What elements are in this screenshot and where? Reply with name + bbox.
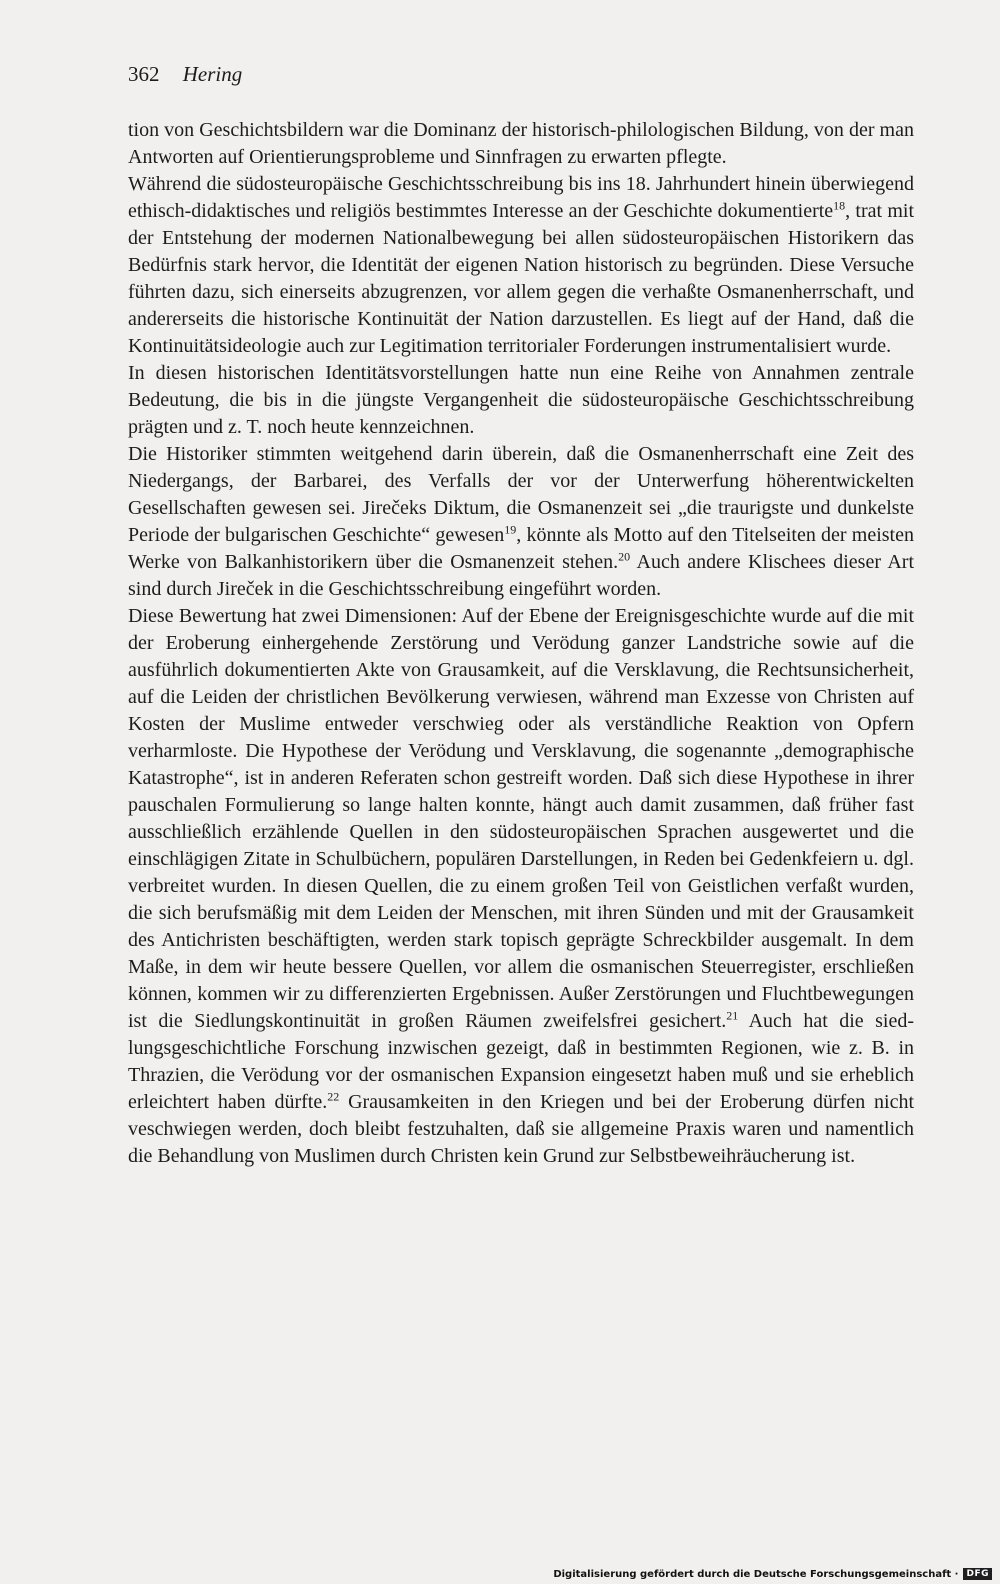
paragraph: [128, 117, 914, 171]
paragraph-text: , könnte als Motto auf den Titelseiten der meisten Werke von Balkanhistorikern über die Osmanenzeit stehen.: [128, 524, 914, 573]
paragraph: [128, 360, 914, 441]
running-head: Hering: [182, 62, 243, 86]
paragraph-text: Auch andere Klischees dieser Art sind durch Jireček in die Geschichtsschreibung eingeführt worden.: [128, 551, 914, 600]
footnote-ref: 19: [504, 522, 517, 537]
paragraph-text: Grausamkeiten in den Kriegen und bei der Eroberung dürfen nicht veschwiegen werden, doch bleibt festzuhalten, daß sie allgemeine Praxis waren und namentlich die Behandlung von Muslimen durch Christen kein Grund zur Selbstbeweihräucherung ist.: [128, 1091, 915, 1167]
dfg-logo: DFG: [963, 1568, 992, 1580]
paragraph-text: In diesen historischen Identitätsvorstellungen hatte nun eine Reihe von Annahmen zentrale Bedeutung, die bis in die jüngste Vergangenheit die südosteuropäische Geschichtsschreibung prägten und z. T. noch heute kennzeichnen.: [128, 362, 914, 438]
page-number: 362: [128, 62, 160, 86]
paragraph-text: tion von Geschichtsbildern war die Dominanz der historisch-philologischen Bildung, von der man Antworten auf Orientierungsprobleme und Sinnfragen zu erwarten pflegte.: [128, 119, 914, 168]
page-header: [128, 60, 242, 88]
body-text: [128, 117, 914, 1170]
footnote-ref: 20: [618, 549, 631, 564]
paragraph-text: , trat mit der Entstehung der modernen Nationalbewegung bei allen südosteuropäischen Historikern das Bedürfnis stark hervor, die Identität der eigenen Nation historisch zu begründen. Diese Versuche führten dazu, sich einerseits abzugrenzen, vor allem gegen die verhaßte Osmanenherrschaft, und andererseits die historische Kontinuität der Nation darzustellen. Es liegt auf der Hand, daß die Kontinuitätsideologie auch zur Legitimation territorialer Forderungen instrumentalisiert wurde.: [128, 200, 915, 357]
paragraph-text: Diese Bewertung hat zwei Dimensionen: Auf der Ebene der Ereignisgeschichte wurde auf die mit der Eroberung einhergehende Zerstörung und Verödung ganzer Landstriche sowie auf die ausführlich dokumentierten Akte von Grausamkeit, auf die Versklavung, die Rechtsunsicherheit, auf die Leiden der christlichen Bevölkerung verwiesen, während man Exzesse von Christen auf Kosten der Muslime entweder verschwieg oder als verständliche Reaktion von Opfern verharmloste. Die Hypothese der Verödung und Versklavung, die sogenannte „demographische Katastrophe“, ist in anderen Referaten schon gestreift worden. Daß sich diese Hypothese in ihrer pauschalen Formulierung so lange halten konnte, hängt auch damit zusammen, daß früher fast ausschließlich erzählende Quellen in den südosteuropäischen Sprachen ausgewertet und die einschlägigen Zitate in Schulbüchern, populären Darstellungen, in Reden bei Gedenkfeiern u. dgl. verbreitet wurden. In diesen Quellen, die zu einem großen Teil von Geistlichen verfaßt wurden, die sich berufsmäßig mit dem Leiden der Menschen, mit ihren Sünden und mit der Grausamkeit des Antichristen beschäftigten, werden stark topisch geprägte Schreckbilder ausgemalt. In dem Maße, in dem wir heute bessere Quellen, vor allem die osmanischen Steuerregister, erschließen können, kommen wir zu differenzierten Ergebnissen. Außer Zerstörungen und Fluchtbewegungen ist die Siedlungskontinuität in großen Räumen zweifelsfrei gesichert.: [128, 605, 914, 1032]
footnote-ref: 22: [327, 1089, 340, 1104]
paragraph-text: Während die südosteuropäische Geschichtsschreibung bis ins 18. Jahrhundert hinein überwiegend ethisch-didaktisches und religiös bestimmtes Interesse an der Geschichte dokumentierte: [128, 173, 914, 222]
credit-text: Digitalisierung gefördert durch die Deutsche Forschungsgemeinschaft ·: [553, 1568, 959, 1580]
digitization-credit: [553, 1568, 992, 1580]
footnote-ref: 21: [726, 1008, 739, 1023]
footnote-ref: 18: [833, 198, 846, 213]
paragraph-text: Auch hat die siedlungsgeschichtliche Forschung inzwischen gezeigt, daß in bestimmten Regionen, wie z. B. in Thrazien, die Verödung vor der osmanischen Expansion eingesetzt haben muß und sie erheblich erleichtert haben dürfte.: [128, 1010, 914, 1113]
paragraph: [128, 171, 914, 360]
paragraph: [128, 441, 914, 603]
paragraph: [128, 603, 914, 1170]
paragraph-text: Die Historiker stimmten weitgehend darin überein, daß die Osmanenherrschaft eine Zeit des Niedergangs, der Barbarei, des Verfalls der vor der Unterwerfung höherentwickelten Gesellschaften gewesen sei. Jirečeks Diktum, die Osmanenzeit sei „die traurigste und dunkelste Periode der bulgarischen Geschichte“ gewesen: [128, 443, 914, 546]
